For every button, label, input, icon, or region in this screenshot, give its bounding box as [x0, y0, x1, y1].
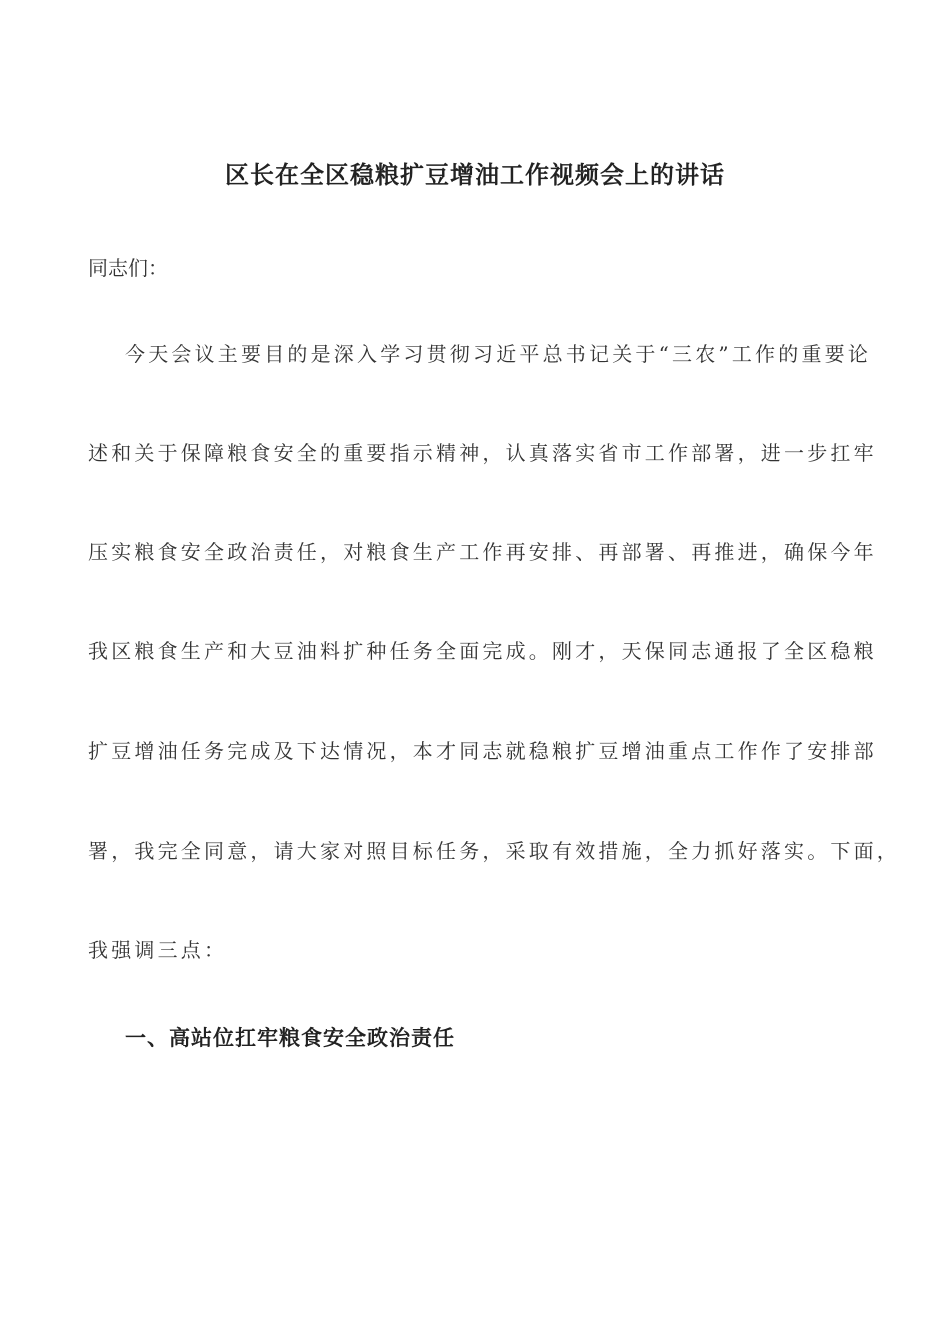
- paragraph-line-7: 我强调三点：: [88, 938, 228, 962]
- paragraph-line-2: 述和关于保障粮食安全的重要指示精神，认真落实省市工作部署，进一步扛牢: [88, 441, 877, 465]
- paragraph-line-4: 我区粮食生产和大豆油料扩种任务全面完成。刚才，天保同志通报了全区稳粮: [88, 639, 877, 663]
- section-heading: 一、高站位扛牢粮食安全政治责任: [125, 1025, 455, 1050]
- paragraph-line-3: 压实粮食安全政治责任，对粮食生产工作再安排、再部署、再推进，确保今年: [88, 540, 877, 564]
- salutation: 同志们：: [88, 256, 168, 280]
- paragraph-line-5: 扩豆增油任务完成及下达情况，本才同志就稳粮扩豆增油重点工作作了安排部: [88, 739, 877, 763]
- paragraph-line-6: 署，我完全同意，请大家对照目标任务，采取有效措施，全力抓好落实。下面，: [88, 839, 900, 863]
- document-title: 区长在全区稳粮扩豆增油工作视频会上的讲话: [225, 160, 725, 189]
- paragraph-line-1: 今天会议主要目的是深入学习贯彻习近平总书记关于“三农”工作的重要论: [125, 342, 872, 366]
